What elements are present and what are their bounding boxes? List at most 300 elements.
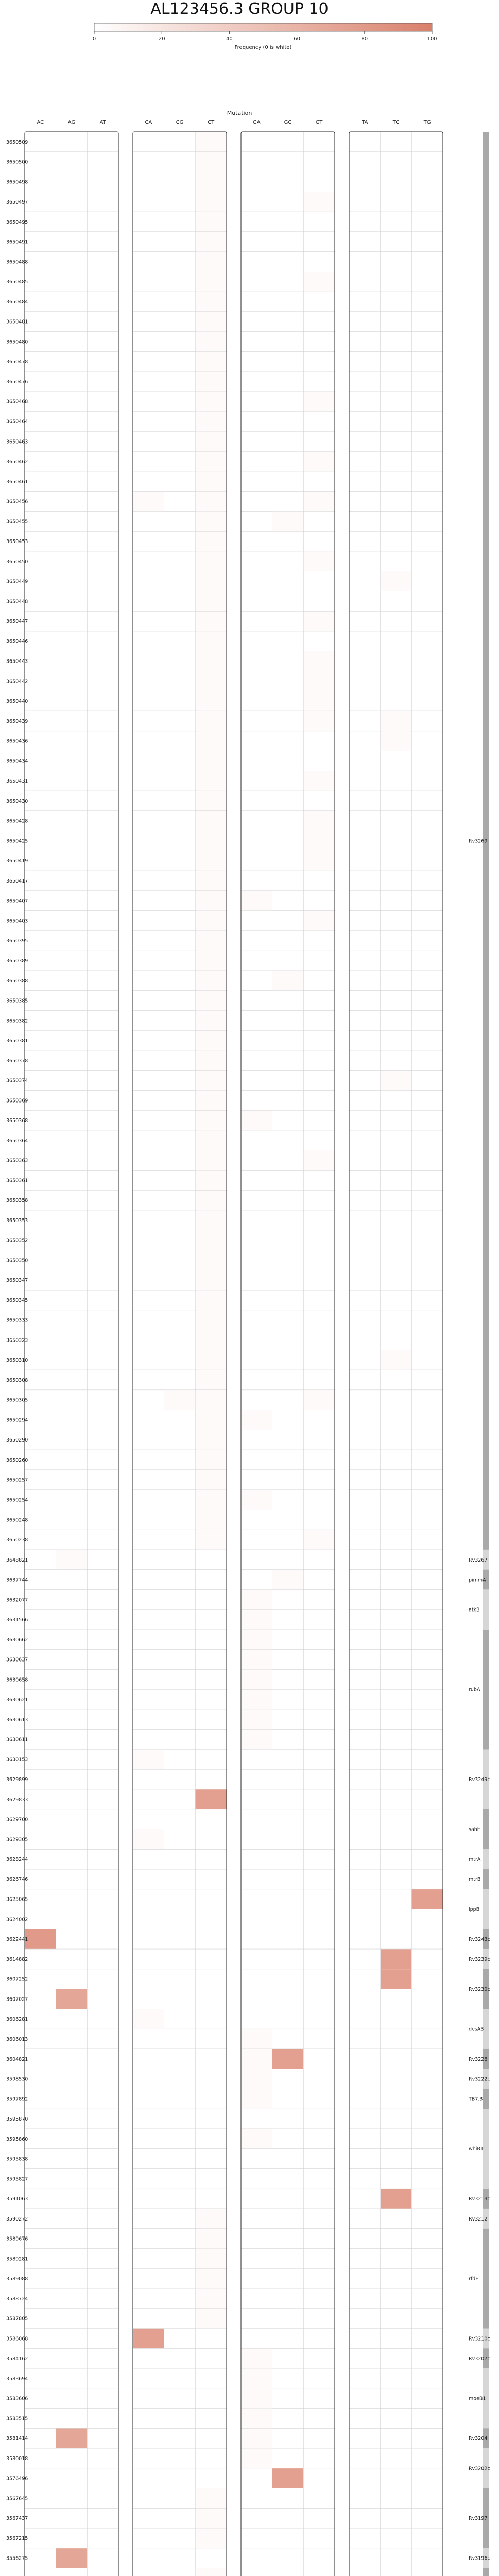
heatmap-cell — [196, 771, 227, 791]
gene-label: sahH — [469, 1827, 481, 1833]
row-label: 3556275 — [6, 2555, 28, 2562]
gene-bar — [483, 1809, 489, 1850]
row-label: 3650446 — [6, 638, 28, 645]
heatmap-cell — [196, 871, 227, 890]
heatmap-cell — [196, 132, 227, 151]
row-label: 3584162 — [6, 2356, 28, 2362]
gene-bar — [483, 2229, 489, 2329]
heatmap-cell — [196, 1191, 227, 1210]
heatmap-cell — [304, 811, 335, 831]
heatmap-cell — [381, 571, 411, 591]
heatmap-cell — [304, 831, 335, 851]
gene-label: Rv3213c — [469, 2196, 490, 2202]
gene-label: Rv3212 — [469, 2216, 488, 2222]
heatmap-cell — [304, 911, 335, 930]
panel-G — [241, 120, 335, 2576]
heatmap-cell — [196, 1330, 227, 1350]
row-label: 3576496 — [6, 2476, 28, 2482]
row-label: 3650378 — [6, 1058, 28, 1064]
row-label: 3650488 — [6, 259, 28, 265]
row-label: 3650419 — [6, 858, 28, 865]
heatmap-cell — [272, 2468, 303, 2488]
heatmap-cell — [304, 851, 335, 871]
column-label-top: TA — [362, 120, 368, 125]
x-axis-label-top: Mutation — [227, 110, 252, 116]
row-label: 3650333 — [6, 1317, 28, 1324]
row-label: 3650374 — [6, 1078, 28, 1084]
row-label: 3650385 — [6, 998, 28, 1004]
heatmap-cell — [196, 2249, 227, 2268]
heatmap-cell — [241, 2089, 272, 2109]
row-label: 3650407 — [6, 898, 28, 904]
column-label-top: AT — [99, 120, 106, 125]
heatmap-cell — [196, 332, 227, 351]
row-label: 3650481 — [6, 319, 28, 325]
colorbar-ticks — [93, 31, 437, 42]
gene-label: Rv3204 — [469, 2436, 488, 2442]
row-label: 3588724 — [6, 2296, 28, 2302]
row-label: 3597892 — [6, 2096, 28, 2103]
heatmap-cell — [196, 232, 227, 251]
heatmap-cell — [196, 371, 227, 391]
heatmap-cell — [196, 2568, 227, 2576]
heatmap-cell — [196, 1390, 227, 1410]
row-label: 3650453 — [6, 539, 28, 545]
row-label: 3650403 — [6, 918, 28, 924]
row-label: 3650439 — [6, 718, 28, 724]
gene-label: pimmA — [469, 1577, 486, 1583]
row-label: 3630658 — [6, 1677, 28, 1683]
row-label: 3650368 — [6, 1118, 28, 1124]
gene-label: Rv3267 — [469, 1557, 488, 1563]
heatmap-cell — [196, 1490, 227, 1510]
row-label: 3650430 — [6, 798, 28, 804]
heatmap-cell — [196, 551, 227, 571]
row-label: 3650260 — [6, 1457, 28, 1463]
heatmap-cell — [304, 691, 335, 711]
gene-bar — [483, 1849, 489, 1869]
row-label: 3650450 — [6, 558, 28, 565]
heatmap-cell — [241, 1110, 272, 1130]
heatmap-cell — [196, 651, 227, 671]
row-label: 3591063 — [6, 2196, 28, 2202]
gene-label: Rv3239c — [469, 1956, 490, 1962]
row-label: 3622441 — [6, 1937, 28, 1943]
row-label: 3583694 — [6, 2376, 28, 2382]
row-label: 3650425 — [6, 838, 28, 844]
gene-label: Rv3228 — [469, 2056, 488, 2062]
gene-label: Rv3249c — [469, 1777, 490, 1783]
panel-A — [25, 120, 118, 2576]
heatmap-cell — [196, 451, 227, 471]
heatmap-cell — [241, 2029, 272, 2048]
row-label: 3606013 — [6, 2036, 28, 2042]
row-label: 3629305 — [6, 1837, 28, 1843]
heatmap-cell — [196, 252, 227, 272]
heatmap-cell — [196, 2309, 227, 2328]
heatmap-cell — [304, 771, 335, 791]
colorbar-tick-label: 0 — [92, 36, 96, 42]
row-label: 3590272 — [6, 2216, 28, 2222]
row-label: 3650456 — [6, 499, 28, 505]
heatmap-cell — [381, 731, 411, 751]
row-label: 3630637 — [6, 1657, 28, 1663]
gene-label: whiB1 — [469, 2146, 484, 2153]
row-label: 3650364 — [6, 1138, 28, 1144]
row-label: 3567645 — [6, 2496, 28, 2502]
gene-label: Rv3230c — [469, 1987, 490, 1993]
heatmap-cell — [196, 1270, 227, 1290]
row-label: 3595827 — [6, 2176, 28, 2182]
heatmap-cell — [133, 1750, 164, 1769]
heatmap-cell — [381, 1350, 411, 1370]
heatmap-cell — [241, 2409, 272, 2428]
row-label: 3650476 — [6, 379, 28, 385]
row-label: 3650428 — [6, 818, 28, 824]
row-label: 3650395 — [6, 938, 28, 944]
row-label: 3567215 — [6, 2535, 28, 2541]
heatmap-cell — [196, 312, 227, 331]
row-label: 3650455 — [6, 519, 28, 525]
row-label: 3625065 — [6, 1896, 28, 1903]
row-label: 3598530 — [6, 2076, 28, 2082]
row-label: 3650308 — [6, 1377, 28, 1383]
heatmap-cell — [196, 352, 227, 371]
heatmap-cell — [196, 612, 227, 631]
gene-label: desA3 — [469, 2026, 484, 2032]
heatmap-cell — [241, 891, 272, 910]
row-label: 3650257 — [6, 1477, 28, 1483]
heatmap-cell — [196, 1050, 227, 1070]
heatmap-cell — [272, 512, 303, 531]
heatmap-cell — [196, 591, 227, 611]
heatmap-cell — [381, 1949, 411, 1969]
row-label: 3650417 — [6, 878, 28, 884]
heatmap-cell — [304, 612, 335, 631]
row-label: 3650461 — [6, 479, 28, 485]
heatmap-cell — [196, 811, 227, 831]
gene-label: Rv3269 — [469, 838, 488, 844]
heatmap-cell — [196, 292, 227, 311]
gene-label: Rv3243c — [469, 1937, 490, 1943]
heatmap-cell — [304, 1150, 335, 1170]
gene-label: atkB — [469, 1607, 480, 1613]
row-label: 3630153 — [6, 1757, 28, 1763]
heatmap-cell — [241, 1410, 272, 1430]
heatmap-cell — [241, 2069, 272, 2089]
heatmap-cell — [412, 1889, 443, 1909]
colorbar-tick-label: 60 — [294, 36, 300, 42]
row-label: 3580018 — [6, 2455, 28, 2462]
heatmap-panels — [25, 120, 443, 2576]
heatmap-cell — [304, 451, 335, 471]
row-label: 3595860 — [6, 2136, 28, 2142]
row-label: 3632077 — [6, 1597, 28, 1603]
heatmap-cell — [381, 1071, 411, 1090]
row-label: 3650323 — [6, 1337, 28, 1344]
heatmap-cell — [196, 991, 227, 1010]
heatmap-cell — [196, 432, 227, 451]
heatmap-cell — [196, 851, 227, 871]
row-label: 3650294 — [6, 1417, 28, 1423]
heatmap-cell — [304, 551, 335, 571]
heatmap-cell — [241, 1730, 272, 1749]
row-label: 3650485 — [6, 279, 28, 285]
row-label: 3650382 — [6, 1018, 28, 1024]
row-label: 3650434 — [6, 758, 28, 765]
column-label-top: GC — [284, 120, 292, 125]
heatmap-cell — [56, 1989, 87, 2009]
heatmap-cell — [304, 1530, 335, 1549]
gene-bar — [483, 1869, 489, 1889]
heatmap-cell — [196, 711, 227, 731]
heatmap-cell — [381, 1969, 411, 1989]
heatmap-cell — [241, 1490, 272, 1510]
row-label: 3631566 — [6, 1617, 28, 1623]
heatmap-cell — [133, 2329, 164, 2348]
row-label: 3630662 — [6, 1637, 28, 1643]
heatmap-cell — [196, 392, 227, 411]
gene-label: Rv3202c — [469, 2466, 490, 2472]
row-label: 3650440 — [6, 699, 28, 705]
gene-label: TB7.3 — [469, 2096, 483, 2103]
gene-label: rubA — [469, 1687, 480, 1693]
colorbar-tick-label: 80 — [361, 36, 368, 42]
gene-label: Rv3210c — [469, 2336, 490, 2342]
heatmap-cell — [56, 2548, 87, 2568]
row-label: 3650464 — [6, 419, 28, 425]
heatmap-cell — [196, 1071, 227, 1090]
column-label-top: CA — [145, 120, 152, 125]
heatmap-cell — [196, 1510, 227, 1530]
row-label: 3650462 — [6, 459, 28, 465]
row-label: 3650310 — [6, 1358, 28, 1364]
heatmap-cell — [241, 2368, 272, 2388]
heatmap-cell — [241, 1690, 272, 1709]
row-label: 3650361 — [6, 1178, 28, 1184]
row-label: 3650238 — [6, 1537, 28, 1544]
heatmap-cell — [381, 2189, 411, 2208]
row-label: 3650431 — [6, 778, 28, 785]
heatmap-cell — [196, 791, 227, 810]
heatmap-cell — [196, 1171, 227, 1190]
row-label: 3583515 — [6, 2416, 28, 2422]
column-label-top: GA — [253, 120, 261, 125]
heatmap-cell — [272, 1570, 303, 1589]
chart-title: AL123456.3 GROUP 10 — [150, 0, 329, 18]
heatmap-cell — [196, 1410, 227, 1430]
gene-bar — [483, 2089, 489, 2109]
heatmap-cell — [196, 731, 227, 751]
heatmap-cell — [196, 1210, 227, 1230]
heatmap-cell — [196, 2509, 227, 2528]
heatmap-cell — [196, 1290, 227, 1310]
gene-bar — [483, 1589, 489, 1630]
row-label: 3586068 — [6, 2336, 28, 2342]
row-label: 3650436 — [6, 738, 28, 744]
row-label: 3581414 — [6, 2436, 28, 2442]
heatmap-cell — [56, 1550, 87, 1569]
row-label: 3650290 — [6, 1437, 28, 1444]
row-label: 3624002 — [6, 1917, 28, 1923]
heatmap-cell — [196, 2488, 227, 2508]
gene-label: Rv3197 — [469, 2516, 488, 2522]
row-label: 3650491 — [6, 239, 28, 245]
row-label: 3650478 — [6, 359, 28, 365]
gene-label: moeB1 — [469, 2396, 486, 2402]
gene-bar — [483, 1630, 489, 1750]
heatmap-cell — [381, 711, 411, 731]
column-label-top: AC — [37, 120, 44, 125]
heatmap-cell — [241, 2349, 272, 2368]
heatmap-cell — [196, 272, 227, 292]
gene-bars — [468, 132, 490, 2576]
heatmap-cell — [196, 1450, 227, 1469]
row-label: 3628244 — [6, 1857, 28, 1863]
row-label: 3607252 — [6, 1976, 28, 1982]
heatmap-cell — [196, 2229, 227, 2248]
row-label: 3587805 — [6, 2316, 28, 2322]
heatmap-cell — [196, 671, 227, 691]
heatmap-cell — [241, 2129, 272, 2148]
row-label: 3595870 — [6, 2116, 28, 2123]
row-label: 3629833 — [6, 1797, 28, 1803]
row-label: 3650509 — [6, 139, 28, 145]
column-label-top: TG — [423, 120, 431, 125]
heatmap-cell — [196, 951, 227, 970]
heatmap-cell — [196, 212, 227, 231]
heatmap-cell — [304, 711, 335, 731]
gene-label: Rv3222c — [469, 2076, 490, 2082]
heatmap-cell — [196, 512, 227, 531]
heatmap-cell — [304, 392, 335, 411]
heatmap-cell — [272, 971, 303, 990]
heatmap-cell — [196, 412, 227, 431]
row-label: 3650358 — [6, 1198, 28, 1204]
colorbar-label: Frequency (0 is white) — [234, 45, 292, 50]
heatmap-cell — [241, 1670, 272, 1689]
column-label-top: AG — [67, 120, 76, 125]
heatmap-cell — [196, 971, 227, 990]
heatmap-cell — [196, 911, 227, 930]
heatmap-cell — [196, 1789, 227, 1809]
heatmap-cell — [133, 492, 164, 511]
heatmap-cell — [196, 471, 227, 491]
row-label: 3650363 — [6, 1158, 28, 1164]
row-label: 3650484 — [6, 299, 28, 305]
heatmap-cell — [196, 1091, 227, 1110]
column-label-top: TC — [392, 120, 400, 125]
heatmap-cell — [196, 691, 227, 711]
heatmap-cell — [25, 1929, 56, 1949]
heatmap-cell — [272, 2049, 303, 2069]
heatmap-cell — [241, 2049, 272, 2069]
heatmap-cell — [241, 1709, 272, 1729]
heatmap-cell — [304, 492, 335, 511]
heatmap-cell — [196, 192, 227, 212]
heatmap-cell — [196, 1430, 227, 1450]
row-label: 3626746 — [6, 1876, 28, 1883]
row-label: 3589088 — [6, 2276, 28, 2282]
heatmap-cell — [241, 2388, 272, 2408]
row-label: 3614882 — [6, 1956, 28, 1962]
heatmap-cell — [196, 172, 227, 192]
heatmap-cell — [304, 272, 335, 292]
row-label: 3629700 — [6, 1817, 28, 1823]
heatmap-cell — [304, 1390, 335, 1410]
row-label: 3629899 — [6, 1777, 28, 1783]
heatmap-cell — [196, 1011, 227, 1030]
heatmap-cell — [196, 1530, 227, 1549]
heatmap-cell — [241, 1609, 272, 1629]
heatmap-cell — [196, 1130, 227, 1150]
heatmap-cell — [196, 1030, 227, 1050]
heatmap-cell — [241, 1590, 272, 1609]
row-label: 3595838 — [6, 2156, 28, 2162]
heatmap-cell — [196, 492, 227, 511]
heatmap-cell — [133, 1829, 164, 1849]
gene-label: mtrB — [469, 1876, 481, 1883]
gene-label: rfdE — [469, 2276, 479, 2282]
heatmap-cell — [241, 2429, 272, 2448]
heatmap-cell — [196, 931, 227, 951]
heatmap-cell — [196, 152, 227, 172]
row-label: 3650495 — [6, 219, 28, 225]
row-label: 3583606 — [6, 2396, 28, 2402]
row-label: 3650353 — [6, 1217, 28, 1224]
heatmap-cell — [241, 1630, 272, 1649]
row-label: 3650449 — [6, 579, 28, 585]
row-label: 3650305 — [6, 1397, 28, 1403]
row-label: 3650500 — [6, 159, 28, 165]
row-label: 3650463 — [6, 439, 28, 445]
row-label: 3650381 — [6, 1038, 28, 1044]
heatmap-cell — [196, 1250, 227, 1270]
heatmap-cell — [304, 651, 335, 671]
gene-bar — [483, 1889, 489, 1929]
heatmap-cell — [304, 671, 335, 691]
heatmap-cell — [196, 831, 227, 851]
heatmap-cell — [196, 1470, 227, 1489]
row-label: 3650442 — [6, 679, 28, 685]
heatmap-cell — [196, 1150, 227, 1170]
heatmap-cell — [196, 1230, 227, 1250]
column-label-top: CT — [208, 120, 215, 125]
gene-bar — [483, 2568, 489, 2576]
row-label: 3650347 — [6, 1278, 28, 1284]
row-label: 3567437 — [6, 2516, 28, 2522]
heatmap-cell — [241, 2448, 272, 2468]
heatmap-cell — [196, 1350, 227, 1370]
heatmap-cell — [56, 2429, 87, 2448]
gene-label: Rv3207c — [469, 2356, 490, 2362]
heatmap-cell — [196, 751, 227, 771]
row-label: 3650389 — [6, 958, 28, 964]
row-label: 3650388 — [6, 978, 28, 984]
colorbar-tick-label: 20 — [158, 36, 165, 42]
row-label: 3630613 — [6, 1717, 28, 1723]
row-label: 3650369 — [6, 1098, 28, 1104]
row-label: 3650498 — [6, 179, 28, 185]
heatmap-cell — [196, 1110, 227, 1130]
row-label: 3650248 — [6, 1517, 28, 1523]
row-label: 3650497 — [6, 199, 28, 206]
heatmap-cell — [196, 1370, 227, 1389]
colorbar-tick-label: 100 — [427, 36, 437, 42]
row-label: 3637744 — [6, 1577, 28, 1583]
row-label: 3607027 — [6, 1996, 28, 2003]
heatmap-cell — [196, 2269, 227, 2289]
